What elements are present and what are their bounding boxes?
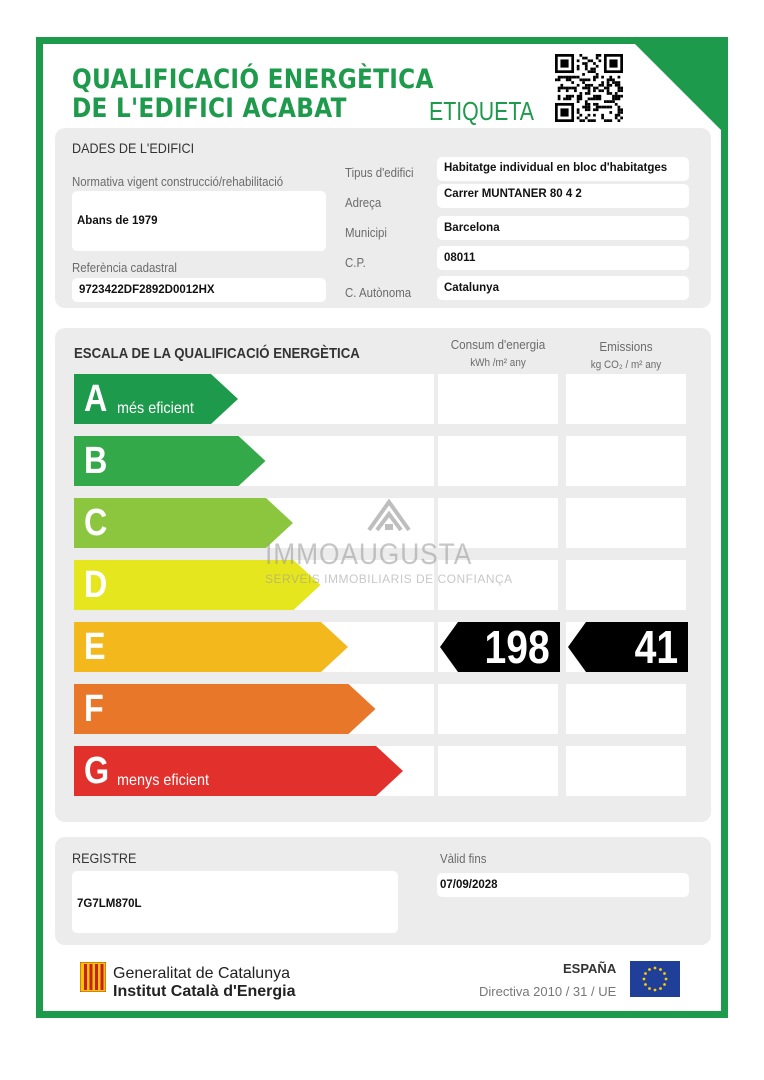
class-letter: G xyxy=(84,750,110,792)
class-arrow-b xyxy=(74,436,269,486)
consumption-cell xyxy=(438,374,558,424)
field-box xyxy=(437,276,689,300)
emissions-cell xyxy=(566,560,686,610)
class-letter: F xyxy=(84,688,104,730)
issuer-line2: Institut Català d'Energia xyxy=(113,983,296,1000)
house-logo-icon xyxy=(365,498,413,532)
field-box xyxy=(437,216,689,240)
emissions-unit: kg CO₂ / m² any xyxy=(590,359,662,371)
emissions-header xyxy=(570,338,682,374)
watermark xyxy=(265,498,525,588)
cadastral-label: Referència cadastral xyxy=(72,260,177,275)
indicator-value: 198 xyxy=(484,621,550,673)
regulation-label: Normativa vigent construcció/rehabilitació xyxy=(72,174,284,189)
emissions-cell xyxy=(566,374,686,424)
field-value: Habitatge individual en bloc d'habitatges xyxy=(444,162,668,174)
field-value: Barcelona xyxy=(444,222,500,234)
consumption-cell xyxy=(438,746,558,796)
country-label: ESPAÑA xyxy=(563,961,617,976)
class-letter: C xyxy=(84,502,108,544)
title-line2: DE L'EDIFICI ACABAT xyxy=(72,93,347,124)
watermark-name: IMMOAUGUSTA xyxy=(265,538,473,571)
cadastral-box xyxy=(72,278,326,302)
registry-box xyxy=(72,871,398,933)
valid-box xyxy=(437,873,689,897)
qr-code-icon xyxy=(555,54,623,122)
label-etiqueta: ETIQUETA xyxy=(429,96,535,126)
emissions-cell xyxy=(566,498,686,548)
field-label: Tipus d'edifici xyxy=(345,165,414,180)
class-arrow-e xyxy=(74,622,351,672)
class-subtitle: menys eficient xyxy=(117,772,210,789)
consumption-cell xyxy=(438,436,558,486)
field-value: 08011 xyxy=(444,252,476,264)
title-line1: QUALIFICACIÓ ENERGÈTICA xyxy=(72,64,434,95)
scale-title: ESCALA DE LA QUALIFICACIÓ ENERGÈTICA xyxy=(74,345,360,362)
field-label: Municipi xyxy=(345,225,387,240)
building-section-title: DADES DE L'EDIFICI xyxy=(72,140,195,156)
field-label: Adreça xyxy=(345,195,382,210)
consumption-cell xyxy=(438,684,558,734)
emissions-cell xyxy=(566,746,686,796)
class-letter: D xyxy=(84,564,108,606)
regulation-value: Abans de 1979 xyxy=(77,215,158,227)
directive-label: Directiva 2010 / 31 / UE xyxy=(479,984,617,999)
field-box xyxy=(437,184,689,208)
consumption-unit: kWh /m² any xyxy=(470,357,526,369)
field-box xyxy=(437,157,689,181)
class-letter: A xyxy=(84,378,108,420)
class-arrow-f xyxy=(74,684,379,734)
emissions-cell xyxy=(566,436,686,486)
emissions-cell xyxy=(566,684,686,734)
regulation-box xyxy=(72,191,326,251)
cadastral-value: 9723422DF2892D0012HX xyxy=(79,284,215,296)
class-arrow-g xyxy=(74,746,406,796)
field-box xyxy=(437,246,689,270)
indicator-value: 41 xyxy=(634,621,678,673)
watermark-tagline: SERVEIS IMMOBILIARIS DE CONFIANÇA xyxy=(265,572,513,586)
class-letter: B xyxy=(84,440,108,482)
energy-certificate xyxy=(36,37,728,1018)
consumption-header xyxy=(442,336,554,372)
catalonia-flag-icon xyxy=(80,962,106,992)
consumption-indicator xyxy=(440,622,560,672)
field-label: C.P. xyxy=(345,255,366,270)
class-letter: E xyxy=(84,626,106,668)
building-data-panel xyxy=(55,128,711,308)
issuer-line1: Generalitat de Catalunya xyxy=(113,965,290,982)
corner-triangle xyxy=(633,42,723,132)
valid-value: 07/09/2028 xyxy=(440,879,498,891)
field-value: Catalunya xyxy=(444,282,499,294)
emissions-header-text: Emissions xyxy=(599,339,653,354)
registry-label: REGISTRE xyxy=(72,850,137,866)
valid-label: Vàlid fins xyxy=(440,851,487,866)
class-subtitle: més eficient xyxy=(117,400,194,417)
field-label: C. Autònoma xyxy=(345,285,412,300)
emissions-indicator xyxy=(568,622,688,672)
class-arrow-a xyxy=(74,374,241,424)
registry-panel xyxy=(55,837,711,945)
consumption-header-text: Consum d'energia xyxy=(450,337,546,352)
class-arrow-c xyxy=(74,498,296,548)
registry-value: 7G7LM870L xyxy=(77,898,142,910)
eu-flag-icon xyxy=(630,961,680,997)
field-value: Carrer MUNTANER 80 4 2 xyxy=(444,188,582,200)
